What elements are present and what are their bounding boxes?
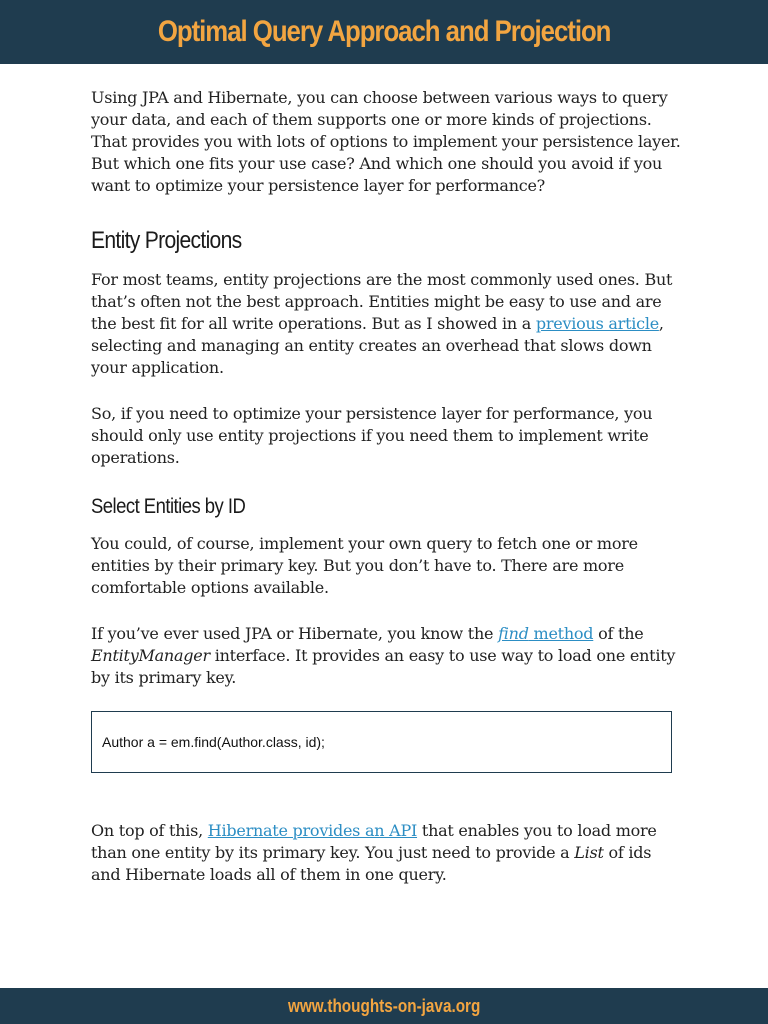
text-segment: For most teams, entity projections are the most commonly used ones. But that’s often not the best approach. Entities might be easy to use and are the best fit for all write operations. But as I showed in a bbox=[91, 270, 673, 333]
hibernate-api-link[interactable]: Hibernate provides an API bbox=[207, 821, 418, 840]
heading-select-entities-by-id: Select Entities by ID bbox=[91, 495, 246, 518]
entity-projections-paragraph-2: So, if you need to optimize your persistence layer for performance, you should only use entity projections if you need them to implement write operations. bbox=[91, 404, 653, 467]
method-text: method bbox=[528, 624, 594, 643]
header-bar bbox=[0, 0, 768, 64]
text-segment: of ids and Hibernate loads all of them in one query. bbox=[91, 843, 652, 884]
select-by-id-paragraph-3 bbox=[91, 820, 681, 886]
page-title: Optimal Query Approach and Projection bbox=[157, 15, 611, 48]
text-segment: , selecting and managing an entity creates an overhead that slows down your application. bbox=[91, 314, 664, 377]
code-block bbox=[91, 711, 672, 773]
heading-entity-projections: Entity Projections bbox=[91, 227, 242, 254]
footer-bar bbox=[0, 988, 768, 1024]
entity-projections-paragraph-1 bbox=[91, 269, 681, 379]
code-snippet: Author a = em.find(Author.class, id); bbox=[102, 734, 325, 750]
text-segment: If you’ve ever used JPA or Hibernate, you know the bbox=[91, 624, 499, 643]
text-segment: interface. It provides an easy to use way to load one entity by its primary key. bbox=[91, 646, 676, 687]
entitymanager-italic: EntityManager bbox=[91, 646, 210, 665]
footer-url[interactable]: www.thoughts-on-java.org bbox=[287, 995, 481, 1016]
find-method-link[interactable] bbox=[498, 624, 593, 643]
text-segment: of the bbox=[593, 624, 644, 643]
text-segment: that enables you to load more than one entity by its primary key. You just need to provide a bbox=[91, 821, 657, 862]
article-content bbox=[91, 87, 681, 886]
text-segment: On top of this, bbox=[91, 821, 208, 840]
find-italic: find bbox=[498, 624, 529, 643]
previous-article-link[interactable]: previous article bbox=[535, 314, 659, 333]
list-italic: List bbox=[574, 843, 604, 862]
select-by-id-paragraph-1: You could, of course, implement your own query to fetch one or more entities by their primary key. But you don’t have to. There are more comfortable options available. bbox=[91, 534, 638, 597]
select-by-id-paragraph-2 bbox=[91, 623, 681, 689]
intro-paragraph: Using JPA and Hibernate, you can choose between various ways to query your data, and each of them supports one or more kinds of projections. That provides you with lots of options to implement your persistence layer. But which one fits your use case? And which one should you avoid if you want to optimize your persistence layer for performance? bbox=[91, 88, 681, 195]
